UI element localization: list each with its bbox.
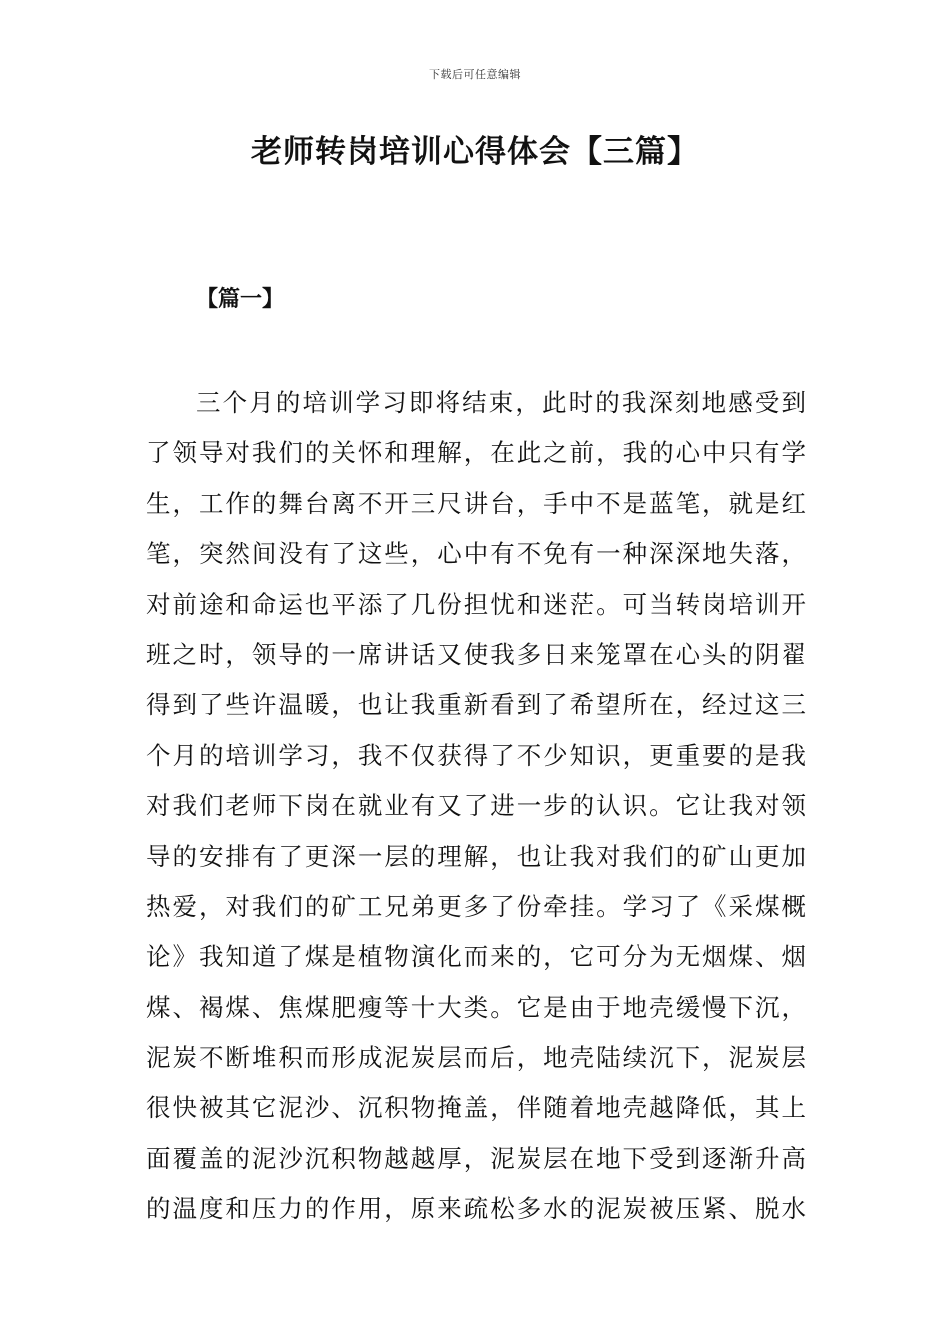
- paragraph-line: 导的安排有了更深一层的理解，也让我对我们的矿山更加: [146, 841, 806, 871]
- paragraph-line: 对前途和命运也平添了几份担忧和迷茫。可当转岗培训开: [146, 589, 806, 619]
- paragraph-line: 论》我知道了煤是植物演化而来的，它可分为无烟煤、烟: [146, 942, 806, 972]
- paragraph-line: 热爱，对我们的矿工兄弟更多了份牵挂。学习了《采煤概: [146, 891, 806, 921]
- paragraph-line: 对我们老师下岗在就业有又了进一步的认识。它让我对领: [146, 791, 806, 821]
- paragraph-line: 笔，突然间没有了这些，心中有不免有一种深深地失落，: [146, 539, 806, 569]
- header-note: 下载后可任意编辑: [429, 68, 521, 81]
- paragraph-line: 三个月的培训学习即将结束，此时的我深刻地感受到: [196, 388, 806, 417]
- document-title: 老师转岗培训心得体会【三篇】: [251, 134, 699, 170]
- paragraph-line: 了领导对我们的关怀和理解，在此之前，我的心中只有学: [146, 438, 806, 468]
- paragraph-line: 煤、褐煤、焦煤肥瘦等十大类。它是由于地壳缓慢下沉，: [146, 992, 806, 1022]
- paragraph-line: 很快被其它泥沙、沉积物掩盖，伴随着地壳越降低，其上: [146, 1093, 806, 1123]
- paragraph-line: 得到了些许温暖，也让我重新看到了希望所在，经过这三: [146, 690, 806, 720]
- paragraph-line: 班之时，领导的一席讲话又使我多日来笼罩在心头的阴翟: [146, 639, 806, 669]
- paragraph-line: 的温度和压力的作用，原来疏松多水的泥炭被压紧、脱水: [146, 1194, 806, 1224]
- body-paragraph: [146, 378, 806, 1235]
- paragraph-line: 面覆盖的泥沙沉积物越越厚，泥炭层在地下受到逐渐升高: [146, 1143, 806, 1173]
- paragraph-line: 生，工作的舞台离不开三尺讲台，手中不是蓝笔，就是红: [146, 488, 806, 518]
- paragraph-line: 个月的培训学习，我不仅获得了不少知识，更重要的是我: [146, 740, 806, 770]
- section-heading: 【篇一】: [196, 286, 285, 312]
- paragraph-line: 泥炭不断堆积而形成泥炭层而后，地壳陆续沉下，泥炭层: [146, 1043, 806, 1073]
